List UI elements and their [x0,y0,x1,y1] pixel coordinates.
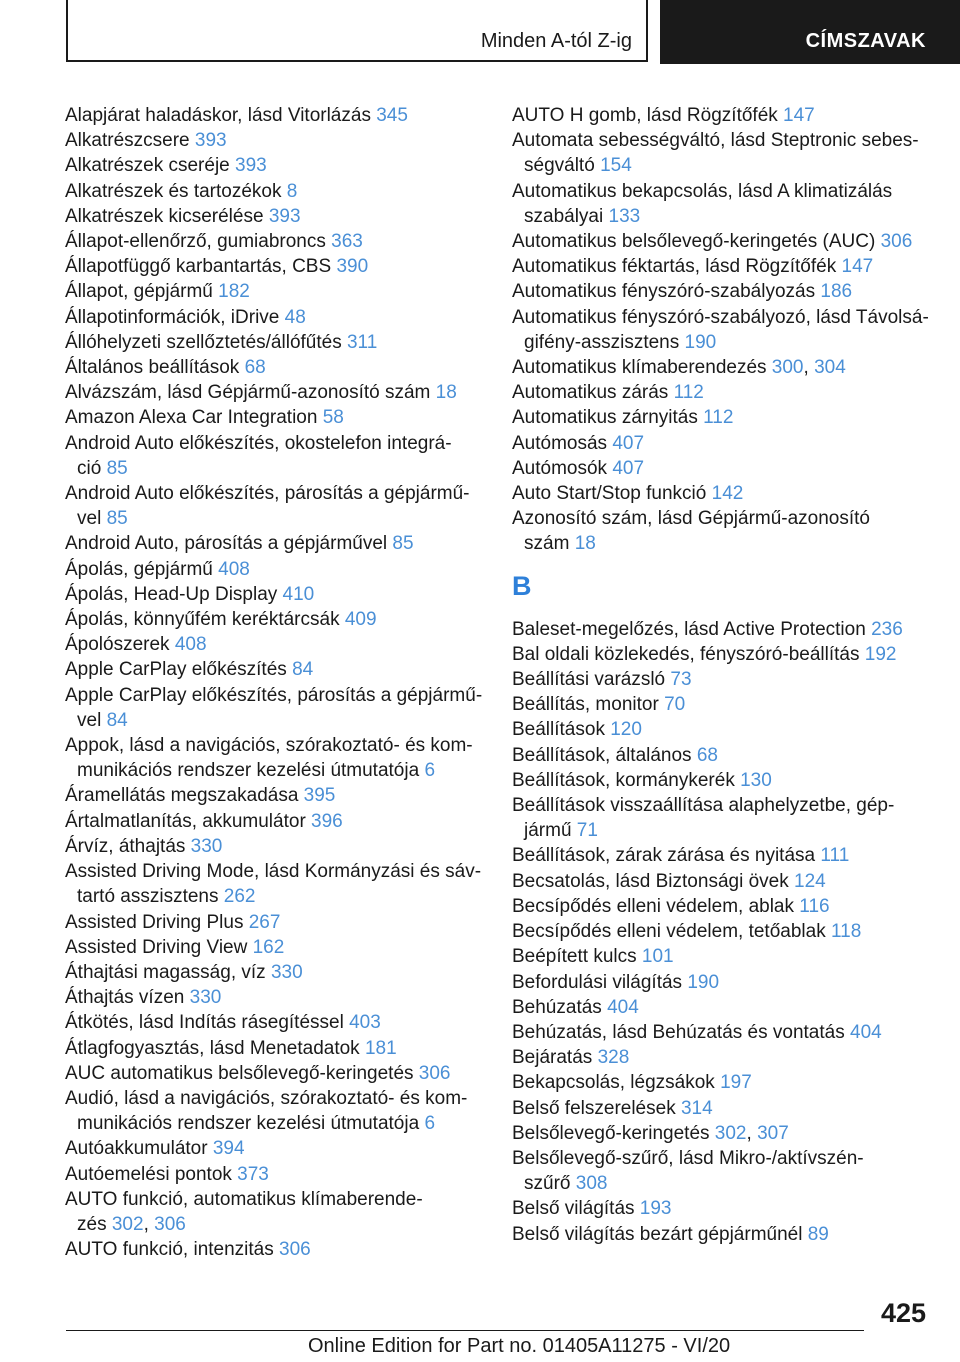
index-entry-text: AUTO funkció, intenzitás [65,1239,274,1261]
page-reference-link[interactable]: 186 [820,281,853,303]
index-entry-continuation [65,708,485,733]
index-entry-continuation-text: munikációs rendszer kezelési útmutatója [77,760,420,782]
index-entry [65,229,485,254]
index-entry-text: Automatikus fényszóró-szabályozás [512,281,816,303]
page-reference-link[interactable]: 116 [799,895,830,917]
index-group-b [512,617,942,1247]
index-entry [65,632,485,657]
index-entry-text: Automatikus bekapcsolás, lásd A klimatizálás [512,180,893,202]
index-entry-text: Beállítás, monitor [512,694,659,716]
index-entry-text: Áthajtás vízen [65,987,185,1009]
index-entry [512,305,942,355]
index-entry [65,834,485,859]
index-entry-continuation-text: vel [77,508,102,530]
index-entry [512,380,942,405]
index-entry-text: Beépített kulcs [512,946,637,968]
index-entry [65,1187,485,1237]
index-entry [512,254,942,279]
index-entry [65,1036,485,1061]
index-entry [512,894,942,919]
index-entry [65,103,485,128]
index-entry [512,793,942,843]
page-reference-link[interactable]: 302 [714,1122,747,1144]
index-entry [512,995,942,1020]
page-reference-link[interactable]: 89 [807,1223,829,1245]
page-reference-link[interactable]: 403 [349,1012,381,1034]
page-reference-link[interactable]: 308 [575,1173,608,1195]
index-entry-text: Áramellátás megszakadása [65,785,299,807]
index-entry [512,431,942,456]
index-entry-text: Áthajtási magasság, víz [65,961,266,983]
index-entry-text: Állapotinformációk, iDrive [65,306,280,328]
page-reference-link[interactable]: 120 [610,719,642,741]
index-entry [512,1146,942,1196]
index-entry [512,481,942,506]
index-entry-text: Alkatrészek és tartozékok [65,180,282,202]
page-reference-link[interactable]: 147 [841,256,874,278]
index-entry [65,1010,485,1035]
index-entry-continuation-text: gifény-asszisztens [524,331,680,353]
index-entry [512,617,942,642]
index-entry-continuation: zés 302, 306 [77,1213,186,1235]
index-entry-text: Ápolás, Head-Up Display [65,583,278,605]
page-reference-link[interactable]: 6 [424,760,436,782]
index-entry-text: Ápolószerek [65,634,170,656]
page-reference-link[interactable]: 8 [286,180,298,202]
page-reference-link[interactable]: 85 [392,533,414,555]
page-reference-link[interactable]: 118 [830,921,862,943]
index-entry [512,279,942,304]
page-reference-link[interactable]: 314 [680,1097,713,1119]
index-entry-text: Állóhelyzeti szellőztetés/állófűtés [65,331,342,353]
page-reference-link[interactable]: 407 [612,432,645,454]
index-entry-text: Ártalmatlanítás, akkumulátor [65,810,306,832]
index-entry [512,843,942,868]
page-reference-link[interactable]: 410 [282,583,315,605]
index-entry [65,355,485,380]
index-entry [512,229,942,254]
index-entry-text: Beállítások [512,719,605,741]
index-entry-text: Állapotfüggő karbantartás, CBS [65,256,332,278]
index-entry [512,743,942,768]
index-entry [65,733,485,783]
index-entry-continuation-text: jármű [524,820,572,842]
index-entry [512,1070,942,1095]
page-reference-link[interactable]: 6 [424,1113,436,1135]
page-reference-link[interactable]: 302 [111,1213,144,1235]
page-reference-link[interactable]: 408 [218,558,250,580]
section-letter-heading: B [512,570,532,601]
index-entry-text: Beállítások, zárak zárása és nyitása [512,845,816,867]
index-entry: Automatikus klímaberendezés 300, 304 [512,357,846,379]
index-column-left [65,103,485,1262]
section-tab [66,0,648,62]
index-entry-text: Automatikus belsőlevegő-keringetés (AUC) [512,231,876,253]
index-entry-continuation-text: szám [524,533,570,555]
index-entry-continuation [65,884,485,909]
index-entry-text: Baleset-megelőzés, lásd Active Protection [512,618,866,640]
page-reference-link[interactable]: 306 [279,1239,311,1261]
index-entry [65,960,485,985]
page-reference-link[interactable]: 306 [880,231,913,253]
page-reference-link[interactable]: 407 [612,457,645,479]
page-reference-link[interactable]: 311 [346,331,378,353]
index-entry-text: Audió, lásd a navigációs, szórakoztató- és kom- [65,1087,468,1109]
page-reference-link[interactable]: 363 [331,231,363,253]
page-reference-link[interactable]: 304 [814,357,846,379]
index-entry [512,1020,942,1045]
index-entry-text: Apple CarPlay előkészítés, párosítás a gépjármű- [65,684,483,706]
index-entry-text: Automatikus zárnyitás [512,407,698,429]
index-entry-text: Átkötés, lásd Indítás rásegítéssel [65,1012,344,1034]
footer-divider [66,1330,864,1331]
index-entry-text: Assisted Driving Plus [65,911,244,933]
index-entry [65,330,485,355]
section-tab-label: Minden A-tól Z-ig [480,30,632,52]
index-entry [512,1096,942,1121]
index-entry [65,380,485,405]
index-entry-text: Amazon Alexa Car Integration [65,407,318,429]
page-reference-link[interactable]: 112 [703,407,734,429]
footer-edition: Online Edition for Part no. 01405A11275 - VI/20 [308,1335,731,1357]
index-entry [65,1162,485,1187]
index-entry-text: Android Auto, párosítás a gépjárművel [65,533,388,555]
index-entry-continuation [512,531,942,556]
index-entry-text: Bekapcsolás, légzsákok [512,1072,715,1094]
index-entry-text: Belsőlevegő-keringetés [512,1122,710,1144]
page-reference-link[interactable]: 84 [106,709,128,731]
page-reference-link[interactable]: 73 [670,669,692,691]
index-entry [512,128,942,178]
index-entry-text: Android Auto előkészítés, okostelefon integrá- [65,432,452,454]
index-entry [65,481,485,531]
index-entry: Belsőlevegő-keringetés 302, 307 [512,1122,789,1144]
page-reference-link[interactable]: 48 [284,306,306,328]
page-reference-link[interactable]: 68 [244,357,266,379]
index-entry-text: Bal oldali közlekedés, fényszóró-beállítás [512,643,860,665]
page-reference-link[interactable]: 404 [607,996,639,1018]
index-entry-text: Beállítások, kormánykerék [512,769,735,791]
index-entry-text: Auto Start/Stop funkció [512,483,707,505]
index-entry [512,1196,942,1221]
page-reference-link[interactable]: 85 [106,457,128,479]
index-entry-text: Alapjárat haladáskor, lásd Vitorlázás [65,105,371,126]
page-reference-link[interactable]: 393 [194,130,227,152]
index-entry-text: Ápolás, gépjármű [65,558,213,580]
index-entry [512,456,942,481]
index-entry-text: Appok, lásd a navigációs, szórakoztató- és kom- [65,735,473,757]
index-entry-text: Belső felszerelések [512,1097,676,1119]
page-reference-link[interactable]: 147 [783,105,815,126]
index-entry-text: Autómosók [512,457,608,479]
index-entry-continuation-text: vel [77,709,102,731]
page-reference-link[interactable]: 124 [794,870,826,892]
index-entry [65,405,485,430]
page-reference-link[interactable]: 181 [364,1037,397,1059]
index-entry [512,1045,942,1070]
index-entry-text: Autóemelési pontok [65,1163,232,1185]
page-reference-link[interactable]: 330 [189,987,222,1009]
index-entry [512,944,942,969]
page-reference-link[interactable]: 190 [684,331,717,353]
page-reference-link[interactable]: 133 [608,205,641,227]
page-reference-link[interactable]: 84 [292,659,314,681]
index-entry [65,1136,485,1161]
page-reference-link[interactable]: 58 [322,407,344,429]
index-entry-text: Automata sebességváltó, lásd Steptronic sebes- [512,130,919,152]
page-reference-link[interactable]: 267 [248,911,281,933]
page-reference-link[interactable]: 112 [673,382,704,404]
index-entry [65,153,485,178]
index-entry-text: Assisted Driving Mode, lásd Kormányzási és sáv- [65,861,482,883]
index-entry-text: Állapot-ellenőrző, gumiabroncs [65,231,326,253]
index-entry-text: Alkatrészek cseréje [65,155,230,177]
page-reference-link[interactable]: 330 [190,835,223,857]
index-entry [512,179,942,229]
index-entry [512,667,942,692]
index-entry-text: Becsípődés elleni védelem, ablak [512,895,795,917]
index-entry [65,431,485,481]
page-reference-link[interactable]: 345 [376,105,408,126]
index-entry-text: Becsípődés elleni védelem, tetőablak [512,921,826,943]
chapter-tab [660,0,960,64]
page-reference-link[interactable]: 373 [237,1163,269,1185]
index-entry [65,935,485,960]
page-reference-link[interactable]: 182 [218,281,250,303]
index-entry-continuation-text: ségváltó [524,155,595,177]
index-entry [512,970,942,995]
page-reference-link[interactable]: 262 [223,886,256,908]
index-entry-text: Alvázszám, lásd Gépjármű-azonosító szám [65,382,431,404]
index-entry [65,809,485,834]
index-entry-text: Autóakkumulátor [65,1138,208,1160]
index-entry-text: Átlagfogyasztás, lásd Menetadatok [65,1037,360,1059]
index-entry-text: Belső világítás [512,1198,635,1220]
page-reference-link[interactable]: 192 [864,643,897,665]
index-entry [65,657,485,682]
index-entry-continuation-text: szabályai [524,205,604,227]
page-reference-link[interactable]: 330 [270,961,303,983]
index-entry-text: Assisted Driving View [65,936,248,958]
page-reference-link[interactable]: 162 [252,936,285,958]
index-entry [512,869,942,894]
index-entry-continuation [512,330,942,355]
page-reference-link[interactable]: 396 [311,810,343,832]
page-reference-link[interactable]: 404 [850,1021,882,1043]
page-reference-link[interactable]: 70 [664,694,686,716]
page-reference-link[interactable]: 190 [687,971,720,993]
index-group-a [512,103,942,557]
page-reference-link[interactable]: 130 [740,769,772,791]
page-reference-link[interactable]: 300 [771,357,804,379]
index-entry-text: Automatikus klímaberendezés [512,357,767,379]
page-reference-link[interactable]: 142 [711,483,744,505]
index-entry-text: Automatikus zárás [512,382,669,404]
index-entry-text: AUTO funkció, automatikus klímaberende- [65,1188,423,1210]
index-entry-continuation [65,506,485,531]
index-entry-text: Alkatrészcsere [65,130,190,152]
page-reference-link[interactable]: 68 [696,744,718,766]
index-entry [65,783,485,808]
index-entry-text: Bejáratás [512,1047,593,1069]
index-entry [65,1061,485,1086]
page-reference-link[interactable]: 111 [820,845,850,867]
index-entry-text: Behúzatás, lásd Behúzatás és vontatás [512,1021,845,1043]
page-reference-link[interactable]: 328 [597,1047,630,1069]
page-reference-link[interactable]: 306 [418,1062,451,1084]
index-entry-continuation [65,456,485,481]
index-entry-text: Belső világítás bezárt gépjárműnél [512,1223,803,1245]
index-entry-text: Android Auto előkészítés, párosítás a gépjármű- [65,483,470,505]
page-reference-link[interactable]: 197 [720,1072,752,1094]
index-entry-continuation-text: ció [77,457,102,479]
index-entry-continuation-text: munikációs rendszer kezelési útmutatója [77,1113,420,1135]
index-entry [65,985,485,1010]
chapter-tab-label: CÍMSZAVAK [805,30,926,52]
page-reference-link[interactable]: 18 [435,382,457,404]
index-entry-text: Autómosás [512,432,608,454]
index-entry-text: AUC automatikus belsőlevegő-keringetés [65,1062,414,1084]
page-reference-link[interactable]: 236 [871,618,903,640]
page-reference-link[interactable]: 393 [268,205,301,227]
index-entry [512,717,942,742]
index-entry-text: Automatikus féktartás, lásd Rögzítőfék [512,256,837,278]
page-number: 425 [880,1298,926,1328]
index-entry-continuation-text: szűrő [524,1173,571,1195]
page-reference-link[interactable]: 193 [639,1198,672,1220]
page-reference-link[interactable]: 307 [757,1122,789,1144]
index-entry [65,128,485,153]
index-entry-text: AUTO H gomb, lásd Rögzítőfék [512,105,778,126]
index-entry-text: Behúzatás [512,996,602,1018]
index-entry [65,1237,485,1262]
page-reference-link[interactable]: 85 [106,508,128,530]
index-entry-continuation [512,153,942,178]
index-entry [512,642,942,667]
index-entry [65,582,485,607]
page-reference-link[interactable]: 394 [212,1138,245,1160]
index-entry [65,305,485,330]
index-entry [65,179,485,204]
index-entry [65,859,485,909]
index-entry [65,531,485,556]
index-entry [512,919,942,944]
page-reference-link[interactable]: 18 [574,533,596,555]
index-entry-continuation [65,758,485,783]
index-entry [65,204,485,229]
page-reference-link[interactable]: 409 [344,609,377,631]
index-entry-text: Befordulási világítás [512,971,683,993]
index-entry [512,1222,942,1247]
index-entry-continuation-text: tartó asszisztens [77,886,219,908]
page-reference-link[interactable]: 306 [154,1213,186,1235]
index-entry [512,768,942,793]
index-entry-text: Árvíz, áthajtás [65,835,186,857]
index-entry-continuation [512,818,942,843]
index-entry-text: Beállítási varázsló [512,669,666,691]
index-entry [512,103,942,128]
index-entry [65,607,485,632]
index-entry-text: Apple CarPlay előkészítés [65,659,287,681]
index-entry [65,279,485,304]
index-entry [65,1086,485,1136]
index-entry [512,506,942,556]
page-reference-link[interactable]: 154 [600,155,632,177]
page-reference-link[interactable]: 393 [235,155,267,177]
index-entry [65,683,485,733]
index-entry [65,557,485,582]
index-entry-text: Azonosító szám, lásd Gépjármű-azonosító [512,508,871,530]
index-entry-text: Beállítások visszaállítása alaphelyzetbe, gép- [512,795,895,817]
page-reference-link[interactable]: 408 [174,634,207,656]
page-reference-link[interactable]: 101 [641,946,674,968]
page-reference-link[interactable]: 71 [576,820,598,842]
page-reference-link[interactable]: 395 [303,785,336,807]
index-entry-continuation [512,1171,942,1196]
index-entry [65,910,485,935]
index-entry-text: Belsőlevegő-szűrő, lásd Mikro-/aktívszén- [512,1147,864,1169]
index-entry-continuation-text: zés [77,1213,107,1235]
index-entry-text: Beállítások, általános [512,744,692,766]
index-entry [512,692,942,717]
index-entry-text: Automatikus fényszóró-szabályozó, lásd Távolsá- [512,306,929,328]
index-entry [512,405,942,430]
page-reference-link[interactable]: 390 [336,256,369,278]
index-entry [65,254,485,279]
index-entry-continuation [65,1111,485,1136]
index-entry-text: Állapot, gépjármű [65,281,213,303]
index-entry-text: Becsatolás, lásd Biztonsági övek [512,870,789,892]
index-entry-text: Ápolás, könnyűfém keréktárcsák [65,609,340,631]
index-entry-continuation [512,204,942,229]
index-entry-text: Általános beállítások [65,357,240,379]
index-column-right [512,103,942,1247]
index-entry-text: Alkatrészek kicserélése [65,205,264,227]
